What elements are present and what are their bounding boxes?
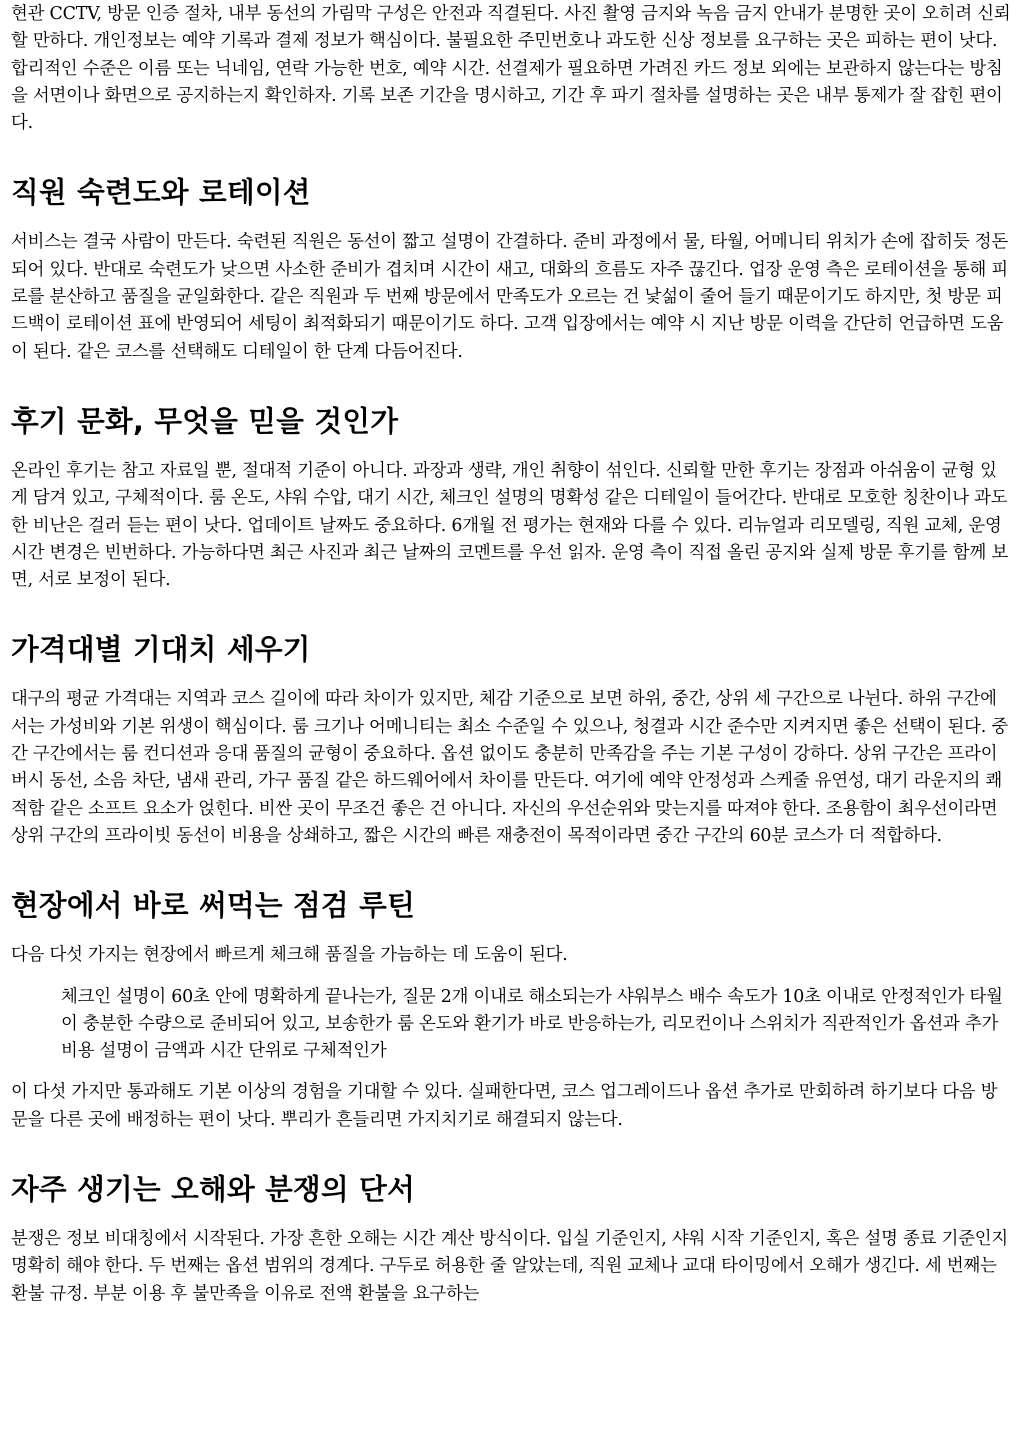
section-heading: 자주 생기는 오해와 분쟁의 단서: [11, 1172, 415, 1207]
section-price-expectations: [11, 631, 1012, 850]
section-heading: 가격대별 기대치 세우기: [11, 632, 311, 667]
section-body: 온라인 후기는 참고 자료일 뿐, 절대적 기준이 아니다. 과장과 생략, 개인 취향이 섞인다. 신뢰할 만한 후기는 장점과 아쉬움이 균형 있게 담겨 있고, 구체적이다. 룸 온도, 샤워 수압, 대기 시간, 체크인 설명의 명확성 같은 디테일이 들어간다. 반대로 모호한 칭찬이나 과도한 비난은 걸러 듣는 편이 낫다. 업데이트 날짜도 중요하다. 6개월 전 평가는 현재와 다를 수 있다. 리뉴얼과 리모델링, 직원 교체, 운영 시간 변경은 빈번하다. 가능하다면 최근 사진과 최근 날짜의 코멘트를 우선 읽자. 운영 측이 직접 올린 공지와 실제 방문 후기를 함께 보면, 서로 보정이 된다.: [11, 460, 1008, 591]
checklist-intro: 다음 다섯 가지는 현장에서 빠르게 체크해 품질을 가늠하는 데 도움이 된다.: [11, 945, 568, 966]
section-checklist: [11, 887, 1012, 1134]
section-body: 서비스는 결국 사람이 만든다. 숙련된 직원은 동선이 짧고 설명이 간결하다. 준비 과정에서 물, 타월, 어메니티 위치가 손에 잡히듯 정돈되어 있다. 반대로 숙련도가 낮으면 사소한 준비가 겹치며 시간이 새고, 대화의 흐름도 자주 끊긴다. 업장 운영 측은 로테이션을 통해 피로를 분산하고 품질을 균일화한다. 같은 직원과 두 번째 방문에서 만족도가 오르는 건 낯섦이 줄어 들기 때문이기도 하지만, 첫 방문 피드백이 로테이션 표에 반영되어 세팅이 최적화되기 때문이기도 하다. 고객 입장에서는 예약 시 지난 방문 이력을 간단히 언급하면 도움이 된다. 같은 코스를 선택해도 디테일이 한 단계 다듬어진다.: [11, 232, 1008, 362]
section-body: 대구의 평균 가격대는 지역과 코스 길이에 따라 차이가 있지만, 체감 기준으로 보면 하위, 중간, 상위 세 구간으로 나뉜다. 하위 구간에서는 가성비와 기본 위생이 핵심이다. 룸 크기나 어메니티는 최소 수준일 수 있으나, 청결과 시간 준수만 지켜지면 좋은 선택이 된다. 중간 구간에서는 룸 컨디션과 응대 품질의 균형이 중요하다. 옵션 없이도 충분히 만족감을 주는 기본 구성이 강하다. 상위 구간은 프라이버시 동선, 소음 차단, 냄새 관리, 가구 품질 같은 하드웨어에서 차이를 만든다. 여기에 예약 안정성과 스케줄 유연성, 대기 라운지의 쾌적함 같은 소프트 요소가 얹힌다. 비싼 곳이 무조건 좋은 건 아니다. 자신의 우선순위와 맞는지를 따져야 한다. 조용함이 최우선이라면 상위 구간의 프라이빗 동선이 비용을 상쇄하고, 짧은 시간의 빠른 재충전이 목적이라면 중간 구간의 60분 코스가 더 적합하다.: [11, 689, 1008, 846]
checklist-items: 체크인 설명이 60초 안에 명확하게 끝나는가, 질문 2개 이내로 해소되는가 샤워부스 배수 속도가 10초 이내로 안정적인가 타월이 충분한 수량으로 준비되어 있고, 보송한가 룸 온도와 환기가 바로 반응하는가, 리모컨이나 스위치가 직관적인가 옵션과 추가 비용 설명이 금액과 시간 단위로 구체적인가: [61, 986, 1003, 1062]
section-body: 분쟁은 정보 비대칭에서 시작된다. 가장 흔한 오해는 시간 계산 방식이다. 입실 기준인지, 샤워 시작 기준인지, 혹은 설명 종료 기준인지 명확히 해야 한다. 두 번째는 옵션 범위의 경계다. 구두로 허용한 줄 알았는데, 직원 교체나 교대 타이밍에서 오해가 생긴다. 세 번째는 환불 규정. 부분 이용 후 불만족을 이유로 전액 환불을 요구하는: [11, 1229, 1008, 1304]
checklist-block: [61, 984, 1012, 1066]
intro-paragraph: 현관 CCTV, 방문 인증 절차, 내부 동선의 가림막 구성은 안전과 직결된다. 사진 촬영 금지와 녹음 금지 안내가 분명한 곳이 오히려 신뢰할 만하다. 개인정보는 예약 기록과 결제 정보가 핵심이다. 불필요한 주민번호나 과도한 신상 정보를 요구하는 곳은 피하는 편이 낫다. 합리적인 수준은 이름 또는 닉네임, 연락 가능한 번호, 예약 시간. 선결제가 필요하면 가려진 카드 정보 외에는 보관하지 않는다는 방침을 서면이나 화면으로 공지하는지 확인하자. 기록 보존 기간을 명시하고, 기간 후 파기 절차를 설명하는 곳은 내부 통제가 잘 잡힌 편이다.: [11, 4, 1011, 134]
section-staff-skill: [11, 174, 1012, 365]
article: [0, 1, 1024, 1308]
section-review-culture: [11, 403, 1012, 594]
checklist-outro: 이 다섯 가지만 통과해도 기본 이상의 경험을 기대할 수 있다. 실패한다면, 코스 업그레이드나 옵션 추가로 만회하려 하기보다 다음 방문을 다른 곳에 배정하는 편이 낫다. 뿌리가 흔들리면 가지치기로 해결되지 않는다.: [11, 1082, 998, 1130]
section-heading: 현장에서 바로 써먹는 점검 루틴: [11, 888, 415, 923]
section-disputes: [11, 1171, 1012, 1308]
section-heading: 직원 숙련도와 로테이션: [11, 175, 311, 210]
section-heading: 후기 문화, 무엇을 믿을 것인가: [11, 403, 399, 438]
